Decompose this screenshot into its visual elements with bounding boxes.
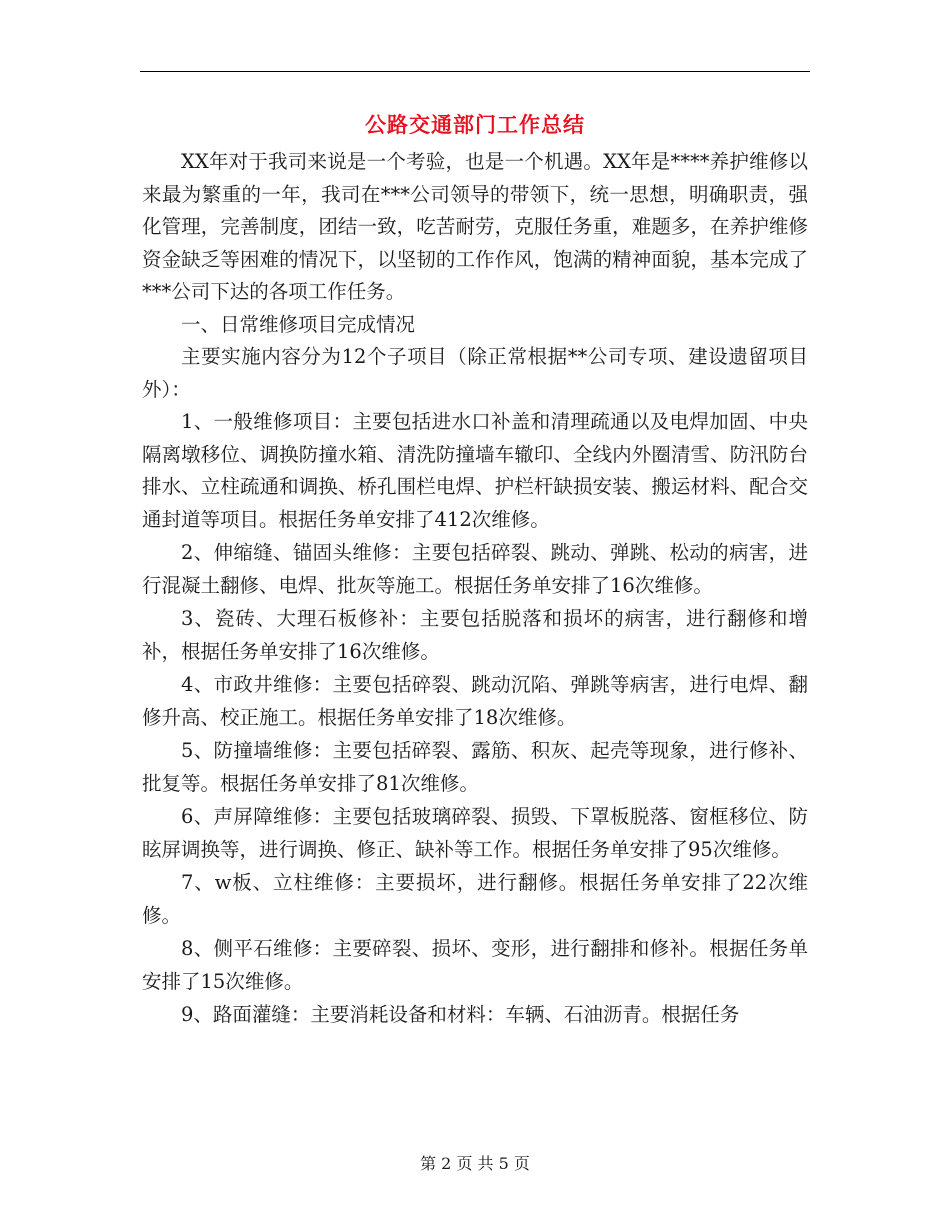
paragraph-intro: XX年对于我司来说是一个考验，也是一个机遇。XX年是****养护维修以来最为繁重的一年，我司在***公司领导的带领下，统一思想，明确职责，强化管理，完善制度，团结一致，吃苦耐劳，克服任务重，难题多，在养护维修资金缺乏等困难的情况下，以坚韧的工作作风，饱满的精神面貌，基本完成了***公司下达的各项工作任务。: [142, 150, 808, 303]
section-heading-daily-maintenance: 一、日常维修项目完成情况: [181, 312, 416, 336]
list-item-sound-barrier: 6、声屏障维修：主要包括玻璃碎裂、损毁、下罩板脱落、窗框移位、防眩屏调换等，进行调换、修正、缺补等工作。根据任务单安排了95次维修。: [142, 805, 808, 861]
document-title: 公路交通部门工作总结: [365, 112, 585, 137]
list-item-w-beam: 7、w板、立柱维修：主要损坏，进行翻修。根据任务单安排了22次维修。: [142, 871, 808, 927]
page-number: 第 2 页 共 5 页: [420, 1154, 530, 1173]
list-item-tile-repair: 3、瓷砖、大理石板修补：主要包括脱落和损坏的病害，进行翻修和增补，根据任务单安排了16次维修。: [142, 607, 808, 663]
list-item-general-maintenance: 1、一般维修项目：主要包括进水口补盖和清理疏通以及电焊加固、中央隔离墩移位、调换防撞水箱、清洗防撞墙车辙印、全线内外圈清雪、防汛防台排水、立柱疏通和调换、桥孔围栏电焊、护栏杆缺损安装、搬运材料、配合交通封道等项目。根据任务单安排了412次维修。: [142, 410, 808, 531]
paragraph-overview: 主要实施内容分为12个子项目（除正常根据**公司专项、建设遗留项目外）：: [142, 345, 808, 401]
list-item-curb-stone: 8、侧平石维修：主要碎裂、损坏、变形，进行翻排和修补。根据任务单安排了15次维修。: [142, 937, 808, 993]
list-item-municipal-well: 4、市政井维修：主要包括碎裂、跳动沉陷、弹跳等病害，进行电焊、翻修升高、校正施工。根据任务单安排了18次维修。: [142, 673, 808, 729]
document-body: [142, 146, 808, 1032]
list-item-crack-sealing: 9、路面灌缝：主要消耗设备和材料：车辆、石油沥青。根据任务: [181, 1003, 740, 1026]
header-rule: [140, 71, 810, 72]
list-item-expansion-joint: 2、伸缩缝、锚固头维修：主要包括碎裂、跳动、弹跳、松动的病害，进行混凝土翻修、电焊、批灰等施工。根据任务单安排了16次维修。: [142, 541, 808, 597]
list-item-crash-wall: 5、防撞墙维修：主要包括碎裂、露筋、积灰、起壳等现象，进行修补、批复等。根据任务单安排了81次维修。: [142, 739, 808, 795]
